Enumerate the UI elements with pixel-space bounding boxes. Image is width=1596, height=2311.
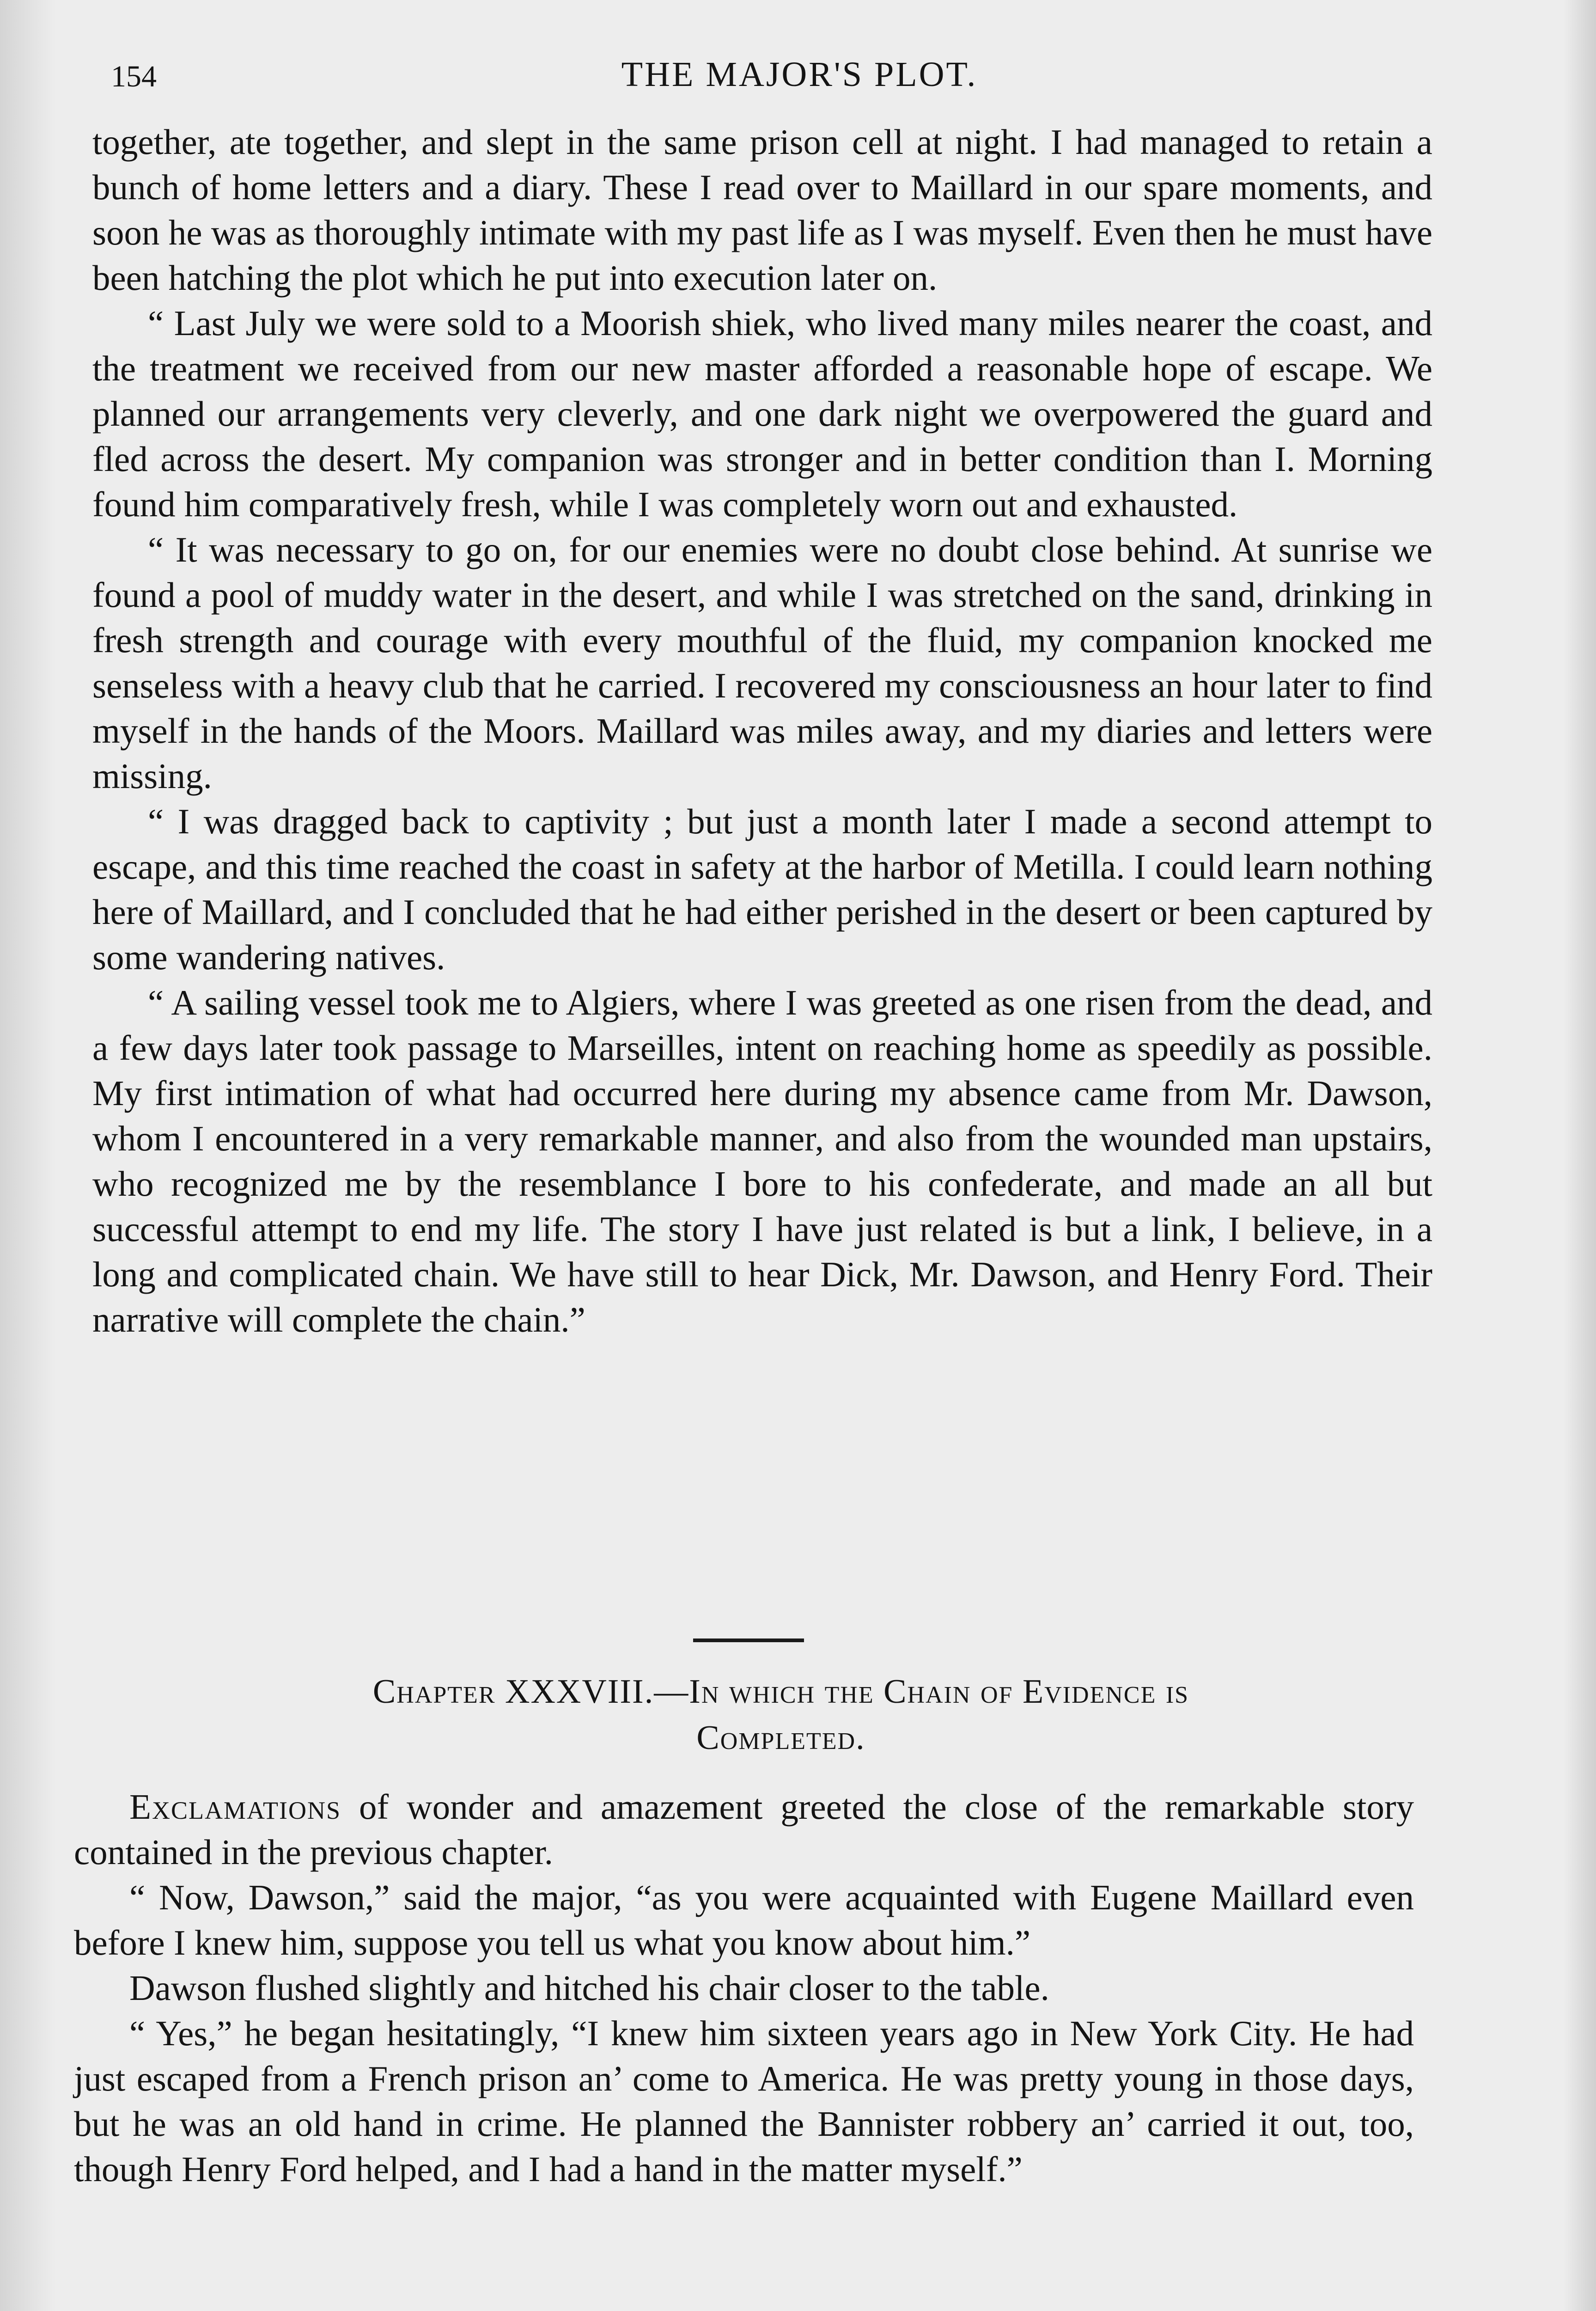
section-divider: [693, 1638, 804, 1642]
chapter-lead-word: Exclamations: [129, 1787, 341, 1827]
page-number: 154: [111, 60, 157, 93]
paragraph: “ Yes,” he began hesitatingly, “I knew him sixteen years ago in New York City. He had just escaped from a French prison an’ come to America. He was pretty young in those days, but he was an old hand in crime. He planned the Bannister robbery an’ carried it out, too, though Henry Ford helped, and I had a hand in the matter myself.”: [74, 2013, 1414, 2189]
chapter-heading: [111, 1669, 1451, 1761]
paragraph: “ Now, Dawson,” said the major, “as you were acquainted with Eugene Maillard even before I knew him, suppose you tell us what you know about him.”: [74, 1877, 1414, 1963]
running-head: [111, 55, 1488, 105]
narrative-text: [92, 119, 1432, 1342]
paragraph: “ Last July we were sold to a Moorish shiek, who lived many miles nearer the coast, and the treatment we received from our new master afforded a reasonable hope of escape. We planned our arrangements very cleverly, and one dark night we overpowered the guard and fled across the desert. My companion was stronger and in better condition than I. Morning found him comparatively fresh, while I was completely worn out and exhausted.: [92, 303, 1432, 524]
chapter-heading-line: Chapter XXXVIII.—In which the Chain of Evidence is: [372, 1673, 1189, 1711]
chapter-text: [74, 1784, 1414, 2192]
running-title: THE MAJOR'S PLOT.: [621, 55, 978, 94]
binding-shadow: [0, 0, 55, 2311]
chapter-heading-line: Completed.: [696, 1719, 865, 1757]
paragraph-text: of wonder and amazement greeted the close of the remarkable story contained in the previous chapter.: [74, 1787, 1414, 1872]
paragraph: together, ate together, and slept in the same prison cell at night. I had managed to retain a bunch of home letters and a diary. These I read over to Maillard in our spare moments, and soon he was as thoroughly intimate with my past life as I was myself. Even then he must have been hatching the plot which he put into execution later on.: [92, 122, 1432, 298]
page-edge-shadow: [1564, 0, 1596, 2311]
paragraph: Dawson flushed slightly and hitched his chair closer to the table.: [129, 1968, 1049, 2008]
paragraph: “ I was dragged back to captivity ; but just a month later I made a second attempt to escape, and this time reached the coast in safety at the harbor of Metilla. I could learn nothing here of Maillard, and I concluded that he had either perished in the desert or been captured by some wandering natives.: [92, 801, 1432, 977]
paragraph: “ It was necessary to go on, for our enemies were no doubt close behind. At sunrise we found a pool of muddy water in the desert, and while I was stretched on the sand, drinking in fresh strength and courage with every mouthful of the fluid, my companion knocked me senseless with a heavy club that he carried. I recovered my consciousness an hour later to find myself in the hands of the Moors. Maillard was miles away, and my diaries and letters were missing.: [92, 530, 1432, 796]
paragraph: “ A sailing vessel took me to Algiers, where I was greeted as one risen from the dead, and a few days later took passage to Marseilles, intent on reaching home as speedily as possible. My first intimation of what had occurred here during my absence came from Mr. Dawson, whom I encountered in a very remarkable manner, and also from the wounded man upstairs, who recognized me by the resemblance I bore to his confederate, and made an all but successful attempt to end my life. The story I have just related is but a link, I believe, in a long and complicated chain. We have still to hear Dick, Mr. Dawson, and Henry Ford. Their narrative will complete the chain.”: [92, 983, 1432, 1339]
paragraph: [74, 1784, 1414, 1875]
